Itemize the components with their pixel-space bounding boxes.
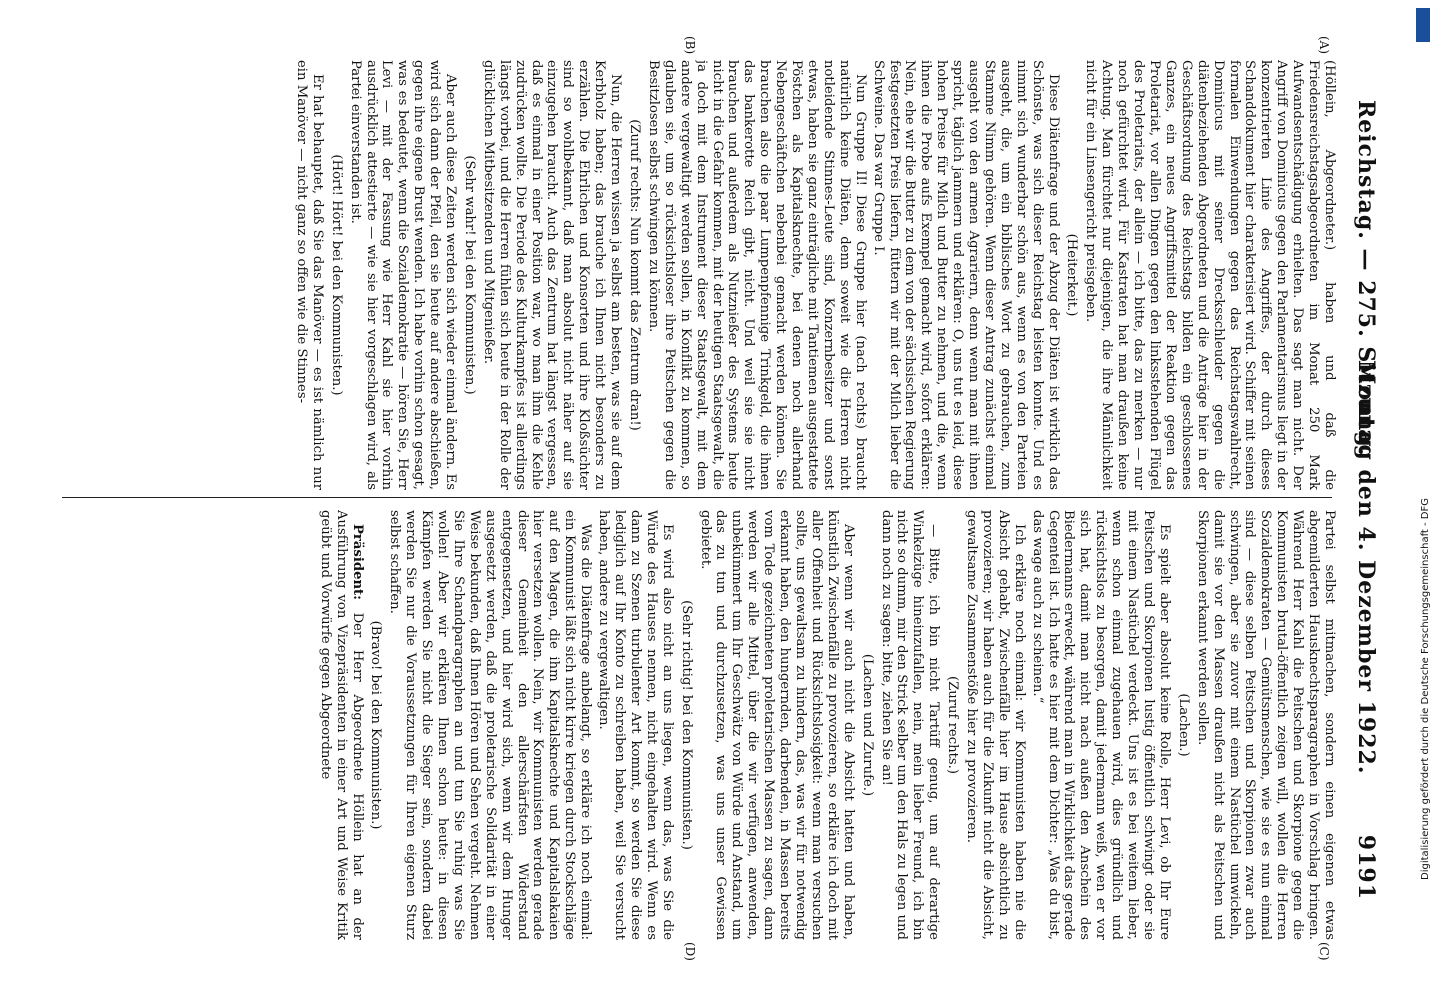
column-divider [62,497,1332,498]
speaker-name: Präsident: [349,524,365,601]
header-date: Montag den 4. Dezember 1922. [1353,360,1379,775]
interjection: (Lachen und Zurufe.) [859,653,875,797]
right-text-column [57,510,1337,940]
interjection: (Heiterkeit.) [1064,233,1080,317]
paragraph: Er hat behauptet, daß Sie das Manöver — es ist nämlich nur ein Manöver — nicht ganz so offen wie die Stinnes- [293,60,325,490]
speech-text: Der Herr Abgeordnete Höllein hat an der Ausführung von Vizepräsidenten in einer Art und Weise Kritik geübt und Vorwürfe gegen Abgeordnete [317,510,365,940]
interjection: (Sehr wahr! bei den Kommunisten.) [461,155,477,395]
paragraph: Nun Gruppe II! Diese Gruppe hier (nach rechts) braucht natürlich keine Diäten, denn soweit wie die Herren nicht notleidende Stinnes-Leute sind, Konzernbesitzer und sonst etwas, haben sie ganz einträgliche mit Tantiemen ausgestattete Pöstchen als Kapitalsknechte, bei denen noch allerhand Nebengeschäftchen nebenbei gemacht werden können. Sie brauchen also die paar Lumpenpfennige Trinkgeld, die ihnen das bankerotte Reich gibt, nicht. Und weil sie sie nicht brauchen und außerdem als Nutznießer des Systems heute nicht in die Gefahr kommen, mit der heutigen Staatsgewalt, die ja doch mit dem Instrument dieser Staatsgewalt, mit dem andere vergewaltigt werden sollen, in Konflikt zu kommen, so glauben sie, um so rücksichtsloser ihre Peitschen gegen die Besitzlosen selbst schwingen zu können. [645,60,868,490]
margin-mark-b: (B) [683,36,697,55]
interjection: (Hört! Hört! bei den Kommunisten.) [328,154,344,396]
margin-mark-c: (C) [1317,942,1331,961]
paragraph [317,510,365,940]
paragraph: Aber wenn wir auch nicht die Absicht hatten und haben, künstlich Zwischenfälle zu provozieren, so erkläre ich doch mit aller Offenheit und Rücksichtslosigkeit: wenn man versuchen sollte, uns gewaltsam zu hindern, das, was wir für notwendig erkannt haben, den hungernden, darbenden, in Massen bereits vom Tode gezeichneten proletarischen Massen zu sagen, dann werden wir alle Mittel, über die wir verfügen, anwenden, unbekümmert um Ihr Geschwätz von Würde und Anstand, um das zu tun und durchzusetzen, was uns unser Gewissen gebietet. [697,510,856,940]
paragraph: Diese Diätenfrage und der Abzug der Diäten ist wirklich das Schönste, was sich dieser Reichstag leisten konnte. Und es nimmt sich wunderbar schön aus, wenn es von den Parteien ausgeht, die, um ein biblisches Wort zu gebrauchen, zum Stamme Nimm gehören. Wenn dieser Antrag zunächst einmal ausgeht von den armen Agrariern, denn wenn man mit ihnen spricht, täglich jammern und erklären: O, uns tut es leid, diese hohen Preise für Milch und Butter zu nehmen, und die, wenn ihnen die Probe aufs Exempel gemacht wird, sofort erklären: Nein, ehe wir die Butter zu dem von der sächsischen Regierung festgesetzten Preis liefern, füttern wir mit der Milch lieber die Schweine. Das war Gruppe I. [870,60,1061,490]
interjection: (Zuruf rechts.) [945,675,961,775]
paragraph: Was die Diätenfrage anbelangt, so erkläre ich noch einmal: ein Kommunist läßt sich nicht kirre kriegen durch Stockschläge auf den Magen, die ihm Kapitalsknechte und Kapitalslakaien hier versetzen wollen. Nein, wir Kommunisten werden gerade dieser Gemeinheit den allerschärfsten Widerstand entgegensetzen, und hier wird sich, wenn wir dem Hunger ausgesetzt werden, daß die proletarische Solidarität in einer Weise bekunden, daß Ihnen Hören und Sehen vergeht. Nehmen Sie Ihre Schandparagraphen an und tun Sie ruhig was Sie wollen! Aber wir erklären Ihnen schon heute: in diesen Kämpfen werden Sie nicht die Sieger sein, sondern dabei werden Sie nur die Voraussetzungen für Ihren eigenen Sturz selbst schaffen. [387,510,594,940]
interjection: (Zuruf rechts: Nun kommt das Zentrum dran!) [627,119,643,431]
paragraph: Partei selbst mitmachen, sondern einen eigenen etwas abgemilderten Hausknechtsparagraphen in Vorschlag bringen. Während Herr Kahl die Peitschen und Skorpione gegen die Kommunisten brutal-öffentlich zeigen will, wollen die Herren Sozialdemokraten — Gemütsmenschen, wie sie es nun einmal sind — diese selben Peitschen und Skorpionen zwar auch schwingen, aber sie zuvor mit einem Nastüchel umwickeln, damit sie vor den Massen draußen nicht als Peitschen und Skorpionen erkannt werden sollen. [1194,510,1337,940]
paragraph: — Bitte, ich bin nicht Tartüff genug, um auf derartige Winkelzüge hineinzufallen, nein, mein lieber Freund, ich bin nicht so dumm, mir den Strick selber um den Hals zu legen und dann noch zu sagen: bitte, ziehen Sie an! [878,510,942,940]
interjection: (Sehr richtig! bei den Kommunisten.) [678,600,694,850]
paragraph: Ich erkläre noch einmal: wir Kommunisten haben nie die Absicht gehabt, Zwischenfälle hier im Hause absichtlich zu provozieren; wir haben auch für die Zukunft nicht die Absicht, gewaltsame Zusammenstöße hier zu provozieren. [964,510,1027,940]
dfg-logo [1416,8,1430,42]
paragraph: (Höllein, Abgeordneter.) haben und daß die Friedensreichstagsabgeordneten im Monat 250 Mark Aufwandsentschädigung erhielten. Das sagt man nicht. Der Angriff von Dominicus gegen den Parlamentarismus liegt in der konzentrierten Linie des Angriffes, der durch dieses Schanddokument hier charakterisiert wird. Schiffer mit seinen formalen Einwendungen gegen das Reichstagswahlrecht, Dominicus mit seiner Drecksschleuder gegen die diätenbeziehenden Abgeordneten und die Anträge hier in der Geschäftsordnung des Reichstags bilden ein geschlossenes Ganzes, ein neues Angriffsmittel der Reaktion gegen das Proletariat, vor allen Dingen gegen den linksstehenden Flügel des Proletariats, der allein — ich bitte, das zu merken — nur noch gefürchtet wird. Für Kastraten hat man draußen keine Achtung. Man fürchtet nur diejenigen, die ihre Männlichkeit nicht für ein Linsengericht preisgeben. [1083,60,1337,490]
left-text-column [57,60,1337,490]
margin-mark-a: (A) [1317,36,1331,55]
paragraph: Es wird also nicht an uns liegen, wenn das, was Sie die Würde des Hauses nennen, nicht eingehalten wird. Wenn es dann zu Szenen turbulenter Art kommt, so werden Sie diese lediglich auf Ihr Konto zu schreiben haben, weil Sie versucht haben, andere zu vergewaltigen. [596,510,675,940]
header-page-number: 9191 [1353,834,1379,900]
paragraph: Nun, die Herren wissen ja selbst am besten, was sie auf dem Kerbholz haben; das brauche ich Ihnen nicht besonders zu erzählen. Die Ehrlichen und Konsorten und ihre Kloßsüchter sind so wohlbekannt, daß man absolut nicht näher auf sie einzugehen braucht. Auch das Zentrum hat längst vergessen, daß es einmal in einer Position war, wo man ihm die Kehle zudrücken wollte. Die Periode des Kulturkampfes ist allerdings längst vorbei, und die Herren fühlen sich heute in der Rolle der glücklichen Mitbesitzenden und Mitgenießer. [480,60,624,490]
header-session: Reichstag. — 275. Sitzung. [1353,100,1379,457]
paragraph: Aber auch diese Zeiten werden sich wieder einmal ändern. Es wird sich dann der Pfeil, den sie heute auf andere abschießen, gegen ihre eigene Brust wenden. Ich habe vorhin schon gesagt, was es bedeutet, wenn die Sozialdemokratie — hören Sie, Herr Levi — mit der Fassung wie Herr Kahl sie hier vorhin ausdrücklich attestierte — wie sie hier vorgeschlagen wird, als Partei einverstanden ist. [347,60,459,490]
page-header [1349,30,1379,970]
interjection: (Bravo! bei den Kommunisten.) [368,620,384,830]
paragraph: Es spielt aber absolut keine Rolle, Herr Levi, ob Ihr Eure Peitschen und Skorpionen lustig öffentlich schwingt oder sie mit einem Nastüchel verdeckt. Uns ist es bei weitem lieber, wenn schon einmal zugehauen wird, dies gründlich und rücksichtslos zu besorgen, damit jedermann weiß, wen er vor sich hat, damit man nicht nach außen den Anschein des Biedermanns erweckt, während man in Wirklichkeit das gerade Gegenteil ist. Ich hatte es hier mit dem Dichter: „Was du bist, das wage auch zu scheinen.“ [1029,510,1172,940]
rotated-page-content [17,30,1417,970]
interjection: (Lachen.) [1175,693,1191,757]
margin-mark-d: (D) [683,942,697,961]
digitization-note [1406,120,1431,880]
digitization-note-text: Digitalisierung gefördert durch die Deutsche Forschungsgemeinschaft - DFG [1420,497,1431,880]
